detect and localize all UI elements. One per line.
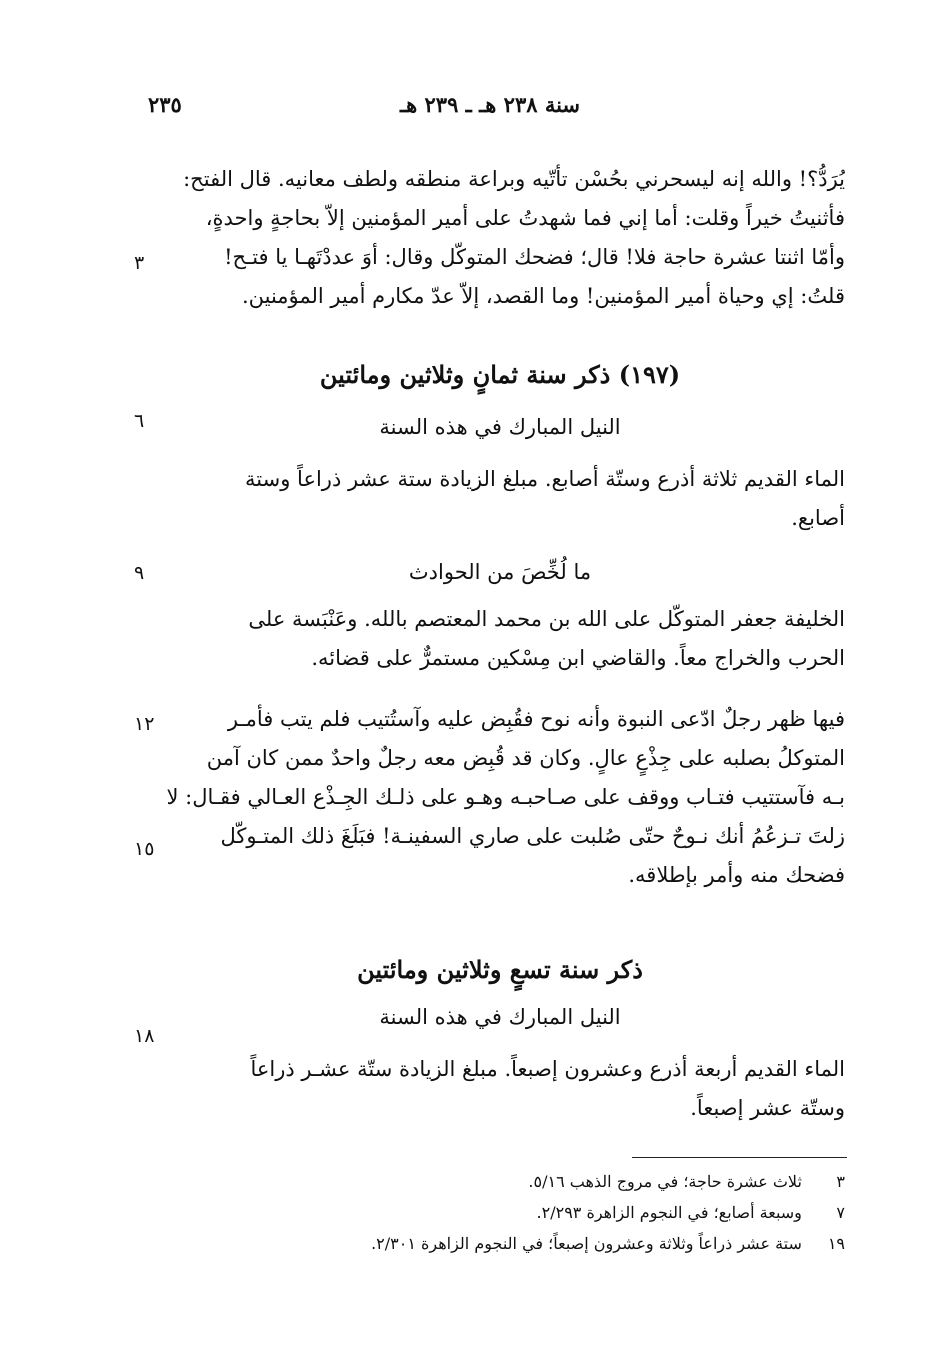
footnote-text: ستة عشر ذراعاً وثلاثة وعشرون إصبعاً؛ في النجوم الزاهرة ٢/٣٠١. [371, 1234, 802, 1253]
events-paragraph-1 [155, 600, 845, 678]
text-line: فأثنيتُ خيراً وقلت: أما إني فما شهدتُ على أمير المؤمنين إلاّ بحاجةٍ واحدةٍ، [205, 206, 845, 230]
footnote-number: ١٩ [827, 1234, 845, 1253]
text-line: أصابع. [791, 506, 845, 530]
text-line: قلتُ: إي وحياة أمير المؤمنين! وما القصد، إلاّ عدّ مكارم أمير المؤمنين. [241, 284, 845, 308]
intro-paragraph [155, 160, 845, 316]
text-line: وستّة عشر إصبعاً. [690, 1096, 845, 1120]
footnote-text: وسبعة أصابع؛ في النجوم الزاهرة ٢/٢٩٣. [536, 1203, 802, 1222]
section-title-238: (١٩٧) ذكر سنة ثمانٍ وثلاثين ومائتين [319, 360, 681, 389]
line-number: ٣ [134, 252, 145, 274]
footnote-number: ٧ [836, 1203, 845, 1222]
line-number: ٩ [134, 562, 145, 584]
line-number: ٦ [134, 410, 145, 432]
text-line: الحرب والخراج معاً. والقاضي ابن مِسْكين مستمرٌّ على قضائه. [311, 646, 845, 670]
line-number: ١٥ [134, 838, 155, 860]
nile-paragraph-239 [155, 1050, 845, 1128]
text-line: الماء القديم أربعة أذرع وعشرون إصبعاً. مبلغ الزيادة ستّة عشـر ذراعاً [250, 1057, 845, 1081]
events-paragraph-2 [155, 700, 845, 895]
running-header [140, 92, 840, 122]
footnote-divider [632, 1157, 847, 1158]
text-line: فضحك منه وأمر بإطلاقه. [628, 863, 845, 887]
text-line: زلتَ تـزعُمُ أنك نـوحٌ حتّى صُلبت على صاري السفينـة! فبَلَغَ ذلك المتـوكّل [220, 824, 845, 848]
text-line: المتوكلُ بصلبه على جِذْعٍ عالٍ. وكان قد قُبِض معه رجلٌ واحدٌ ممن كان آمن [206, 746, 845, 770]
text-line: الماء القديم ثلاثة أذرع وستّة أصابع. مبلغ الزيادة ستة عشر ذراعاً وستة [245, 467, 845, 491]
year-range: سنة ٢٣٨ هـ ـ ٢٣٩ هـ [399, 92, 581, 117]
nile-heading-238: النيل المبارك في هذه السنة [379, 415, 621, 439]
nile-heading-239: النيل المبارك في هذه السنة [379, 1005, 621, 1029]
events-heading: ما لُخِّصَ من الحوادث [408, 560, 592, 584]
page-number: ٢٣٥ [148, 92, 182, 117]
footnote-number: ٣ [836, 1172, 845, 1191]
text-line: فيها ظهر رجلٌ ادّعى النبوة وأنه نوح فقُبِض عليه وآستُتيب فلم يتب فأمـر [227, 707, 845, 731]
line-number: ١٨ [134, 1025, 155, 1047]
text-line: يُرَدُّ؟! والله إنه ليسحرني بحُسْن تأتّيه وبراعة منطقه ولطف معانيه. قال الفتح: [183, 167, 845, 191]
text-line: وأمّا اثنتا عشرة حاجة فلا! قال؛ فضحك المتوكّل وقال: أوَ عددْتَهـا يا فتـح! [224, 245, 845, 269]
text-line: بـه فآستتيب فتـاب ووقف على صـاحبـه وهـو على ذلـك الجِـذْع العـالي فقـال: لا [166, 785, 845, 809]
footnote [300, 1167, 845, 1197]
nile-paragraph-238 [155, 460, 845, 538]
footnote [300, 1229, 845, 1259]
footnote-text: ثلاث عشرة حاجة؛ في مروج الذهب ٥/١٦. [528, 1172, 802, 1191]
section-title-239: ذكر سنة تسعٍ وثلاثين ومائتين [357, 955, 643, 984]
footnote [300, 1198, 845, 1228]
text-line: الخليفة جعفر المتوكّل على الله بن محمد المعتصم بالله. وعَنْبَسة على [248, 607, 845, 631]
line-number: ١٢ [134, 713, 155, 735]
